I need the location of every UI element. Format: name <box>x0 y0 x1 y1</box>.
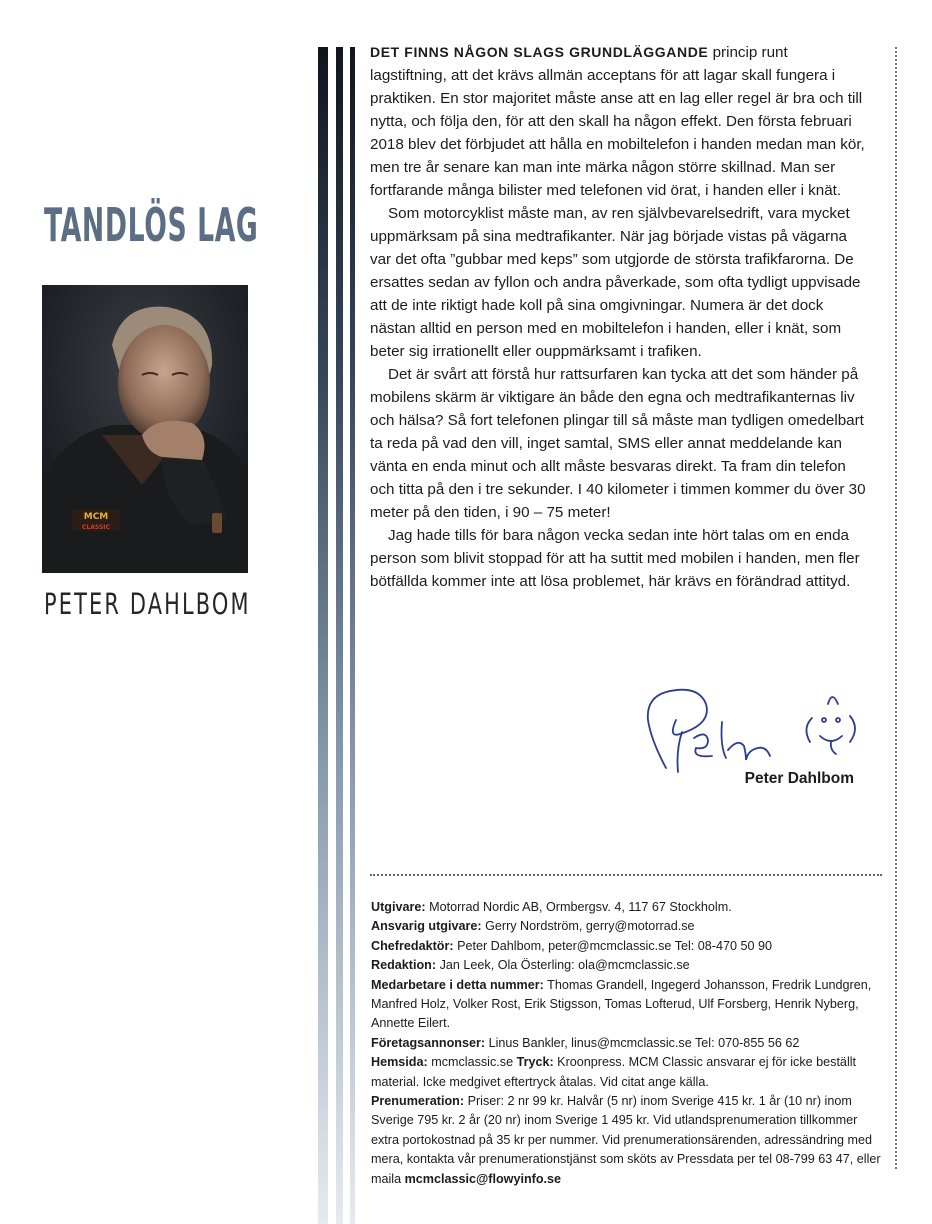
author-photo <box>42 285 248 573</box>
subscription-email-link[interactable]: mcmclassic@flowyinfo.se <box>404 1171 562 1186</box>
article-paragraph: Som motorcyklist måste man, av ren självbevarelsedrift, vara mycket uppmärksam på sina medtrafikanter. När jag började vistas på vägarna var det ofta ”gubbar med keps” som utgjorde de största trafikfarorna. De ersattes sedan av fyllon och andra påverkade, som ofta tydligt uppvisade att de inte riktigt hade koll på sina omgivningar. Numera är det dock nästan alltid en person med en mobiltelefon i handen, eller i knät, som beter sig irrationellt eller ouppmärksamt i trafiken. <box>370 205 861 360</box>
colophon-ads: Företagsannonser: Linus Bankler, linus@mcmclassic.se Tel: 070-855 56 62 <box>371 1035 800 1050</box>
photo-badge-subtext: CLASSIC <box>82 524 110 531</box>
decorative-bar <box>318 47 328 1224</box>
dotted-divider <box>370 874 882 876</box>
portrait-illustration <box>42 285 248 573</box>
handwritten-signature <box>636 680 866 780</box>
photo-badge-text: MCM <box>83 512 109 522</box>
signature-name: Peter Dahlbom <box>744 770 854 787</box>
dotted-rule <box>895 47 897 1169</box>
colophon-contributors: Medarbetare i detta nummer: Thomas Grandell, Ingegerd Johansson, Fredrik Lundgren, Manfred Holz, Volker Rost, Erik Stigsson, Tomas Lofterud, Ulf Forsberg, Henrik Nyberg, Annette Eilert. <box>371 977 872 1031</box>
article-body <box>370 41 866 593</box>
author-name: PETER DAHLBOM <box>44 587 251 621</box>
colophon <box>371 898 883 1189</box>
colophon-responsible: Ansvarig utgivare: Gerry Nordström, gerry@motorrad.se <box>371 919 695 934</box>
colophon-editorial: Redaktion: Jan Leek, Ola Österling: ola@mcmclassic.se <box>371 958 690 973</box>
article-paragraph: Det är svårt att förstå hur rattsurfaren kan tycka att det som händer på mobilens skärm är viktigare än både den egna och medtrafikanternas liv och hälsa? Så fort telefonen plingar till så måste man tydligen omedelbart ta reda på vad den vill, inget samtal, SMS eller annat meddelande kan vänta en enda minut och allt måste besvaras direkt. Ta fram din telefon och titta på den i tre sekunder. I 40 kilometer i timmen kommer du över 30 meter på den tiden, i 90 – 75 meter! <box>370 366 866 521</box>
article-paragraph <box>370 41 866 202</box>
article-text: princip runt lagstiftning, att det krävs allmän acceptans för att lagar skall fungera i praktiken. En stor majoritet måste anse att en lag eller regel är bra och till nytta, och följa den, för att den skall ha någon effekt. Den första februari 2018 blev det förbjudet att hålla en mobiltelefon i handen medan man kör, men tre år senare kan man inte märka någon större skillnad. Man ser fortfarande många bilister med telefonen vid örat, i handen eller i knät. <box>370 44 865 199</box>
decorative-bar <box>336 47 343 1224</box>
colophon-website-print: Hemsida: mcmclassic.se Tryck: Kroonpress. MCM Classic ansvarar ej för icke beställt material. Icke medgivet eftertryck åtalas. Vid citat ange källa. <box>371 1055 857 1089</box>
decorative-bar <box>350 47 355 1224</box>
colophon-publisher: Utgivare: Motorrad Nordic AB, Ormbergsv. 4, 117 67 Stockholm. <box>371 900 732 914</box>
article-lead: DET FINNS NÅGON SLAGS GRUNDLÄGGANDE <box>370 44 709 60</box>
colophon-editor: Chefredaktör: Peter Dahlbom, peter@mcmclassic.se Tel: 08-470 50 90 <box>371 938 773 953</box>
article-paragraph: Jag hade tills för bara någon vecka sedan inte hört talas om en enda person som blivit stoppad för att ha suttit med mobilen i handen, men fler bötfällda kommer inte att lösa problemet, här krävs en förändrad attityd. <box>370 527 860 590</box>
column-title: TANDLÖS LAG <box>44 198 259 252</box>
colophon-subscription: Prenumeration: Priser: 2 nr 99 kr. Halvår (5 nr) inom Sverige 415 kr. 1 år (10 nr) inom Sverige 795 kr. 2 år (20 nr) inom Sverige 1 495 kr. Vid utlandsprenumeration tillkommer extra portokostnad på 35 kr per nummer. Vid prenumerationsärenden, adressändring med mera, kontakta vår prenumerationstjänst som sköts av Pressdata per tel 08-799 63 47, eller maila mcmclassic@flowyinfo.se <box>371 1094 881 1186</box>
